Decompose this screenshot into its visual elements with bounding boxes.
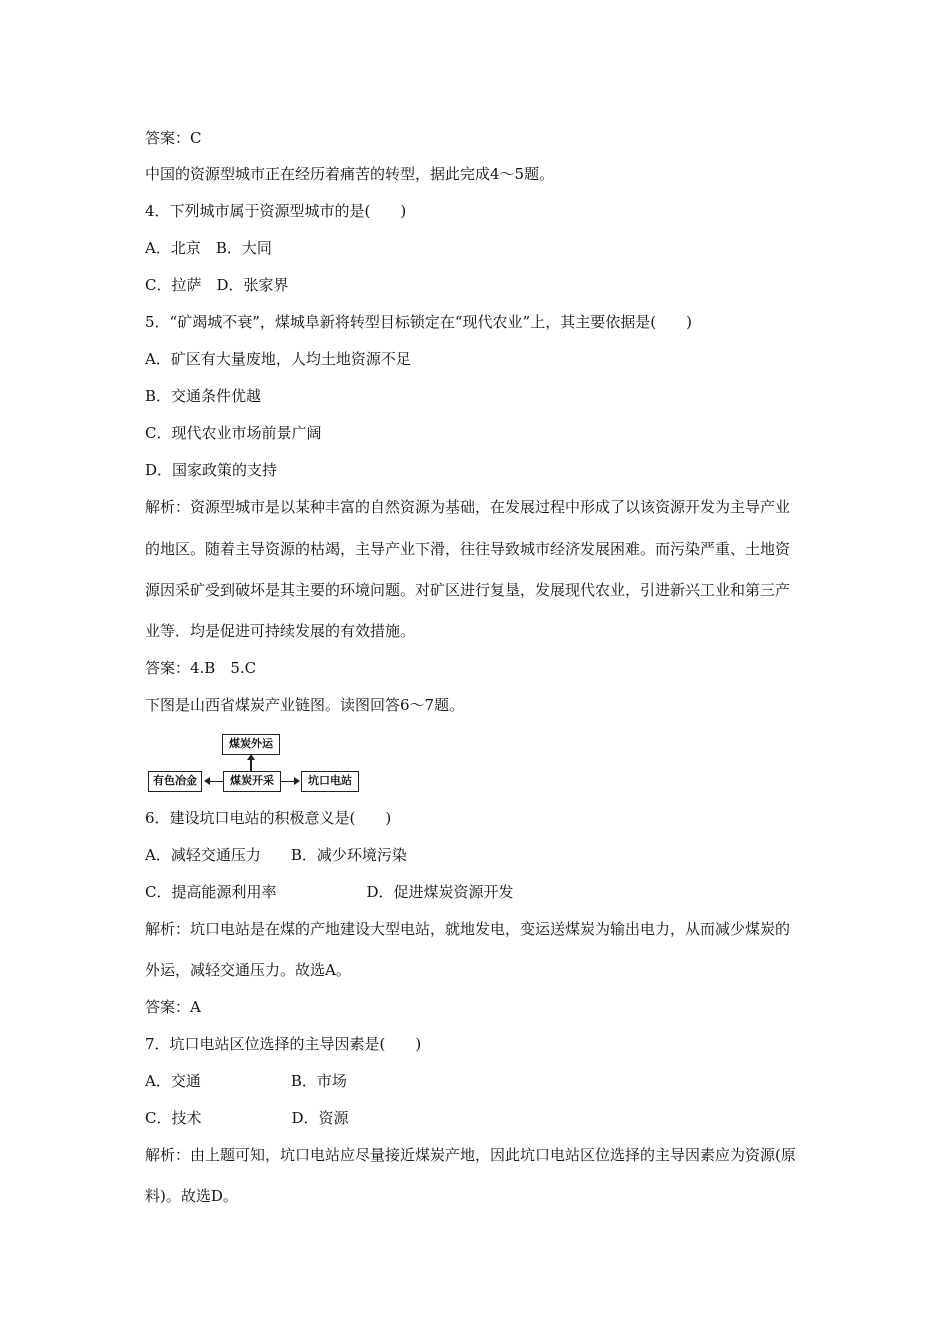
- text-line: 7．坑口电站区位选择的主导因素是( ): [145, 1035, 422, 1053]
- text-line: 解析：坑口电站是在煤的产地建设大型电站，就地发电，变运送煤炭为输出电力，从而减少煤炭的: [145, 920, 791, 938]
- text-line: 业等．均是促进可持续发展的有效措施。: [145, 622, 416, 640]
- text-line: 解析：由上题可知，坑口电站应尽量接近煤炭产地，因此坑口电站区位选择的主导因素应为资源(原: [145, 1146, 796, 1164]
- text-line: A．北京 B．大同: [145, 239, 272, 257]
- text-line: 答案：4.B 5.C: [145, 659, 257, 677]
- diagram-box-minemouth-power-plant: 坑口电站: [301, 771, 359, 792]
- diagram-box-nonferrous-metallurgy: 有色冶金: [148, 771, 202, 792]
- diagram-box-coal-mining: 煤炭开采: [223, 771, 281, 792]
- arrow-up-line: [250, 759, 252, 771]
- text-line: 的地区。随着主导资源的枯竭，主导产业下滑，往往导致城市经济发展困难。而污染严重、土地资: [145, 540, 791, 558]
- arrow-right-head: [294, 777, 300, 785]
- text-line: A．矿区有大量废地，人均土地资源不足: [145, 350, 411, 368]
- arrow-left-line: [209, 781, 223, 783]
- text-line: C．现代农业市场前景广阔: [145, 424, 322, 442]
- text-line: 5．“矿竭城不衰”，煤城阜新将转型目标锁定在“现代农业”上，其主要依据是( ): [145, 313, 692, 331]
- text-line: C．提高能源利用率 D．促进煤炭资源开发: [145, 883, 514, 901]
- text-line: A．减轻交通压力 B．减少环境污染: [145, 846, 407, 864]
- text-line: A．交通 B．市场: [145, 1072, 347, 1090]
- text-line: 料)。故选D。: [145, 1187, 238, 1205]
- coal-industry-chain-diagram: [145, 732, 365, 792]
- text-line: 解析：资源型城市是以某种丰富的自然资源为基础，在发展过程中形成了以该资源开发为主导产业: [145, 498, 791, 516]
- text-line: 下图是山西省煤炭产业链图。读图回答6～7题。: [145, 696, 465, 714]
- text-line: 源因采矿受到破坏是其主要的环境问题。对矿区进行复垦，发展现代农业，引进新兴工业和第三产: [145, 581, 791, 599]
- text-line: D．国家政策的支持: [145, 461, 278, 479]
- text-line: 6．建设坑口电站的积极意义是( ): [145, 809, 392, 827]
- text-line: 答案：C: [145, 129, 202, 147]
- text-line: B．交通条件优越: [145, 387, 262, 405]
- text-line: C．拉萨 D．张家界: [145, 276, 289, 294]
- diagram-box-coal-export: 煤炭外运: [222, 734, 280, 755]
- text-line: C．技术 D．资源: [145, 1109, 349, 1127]
- text-line: 答案：A: [145, 998, 201, 1016]
- text-line: 4．下列城市属于资源型城市的是( ): [145, 202, 407, 220]
- arrow-up-head: [247, 754, 255, 760]
- text-line: 外运，减轻交通压力。故选A。: [145, 961, 351, 979]
- arrow-right-line: [281, 781, 295, 783]
- text-line: 中国的资源型城市正在经历着痛苦的转型，据此完成4～5题。: [145, 165, 555, 183]
